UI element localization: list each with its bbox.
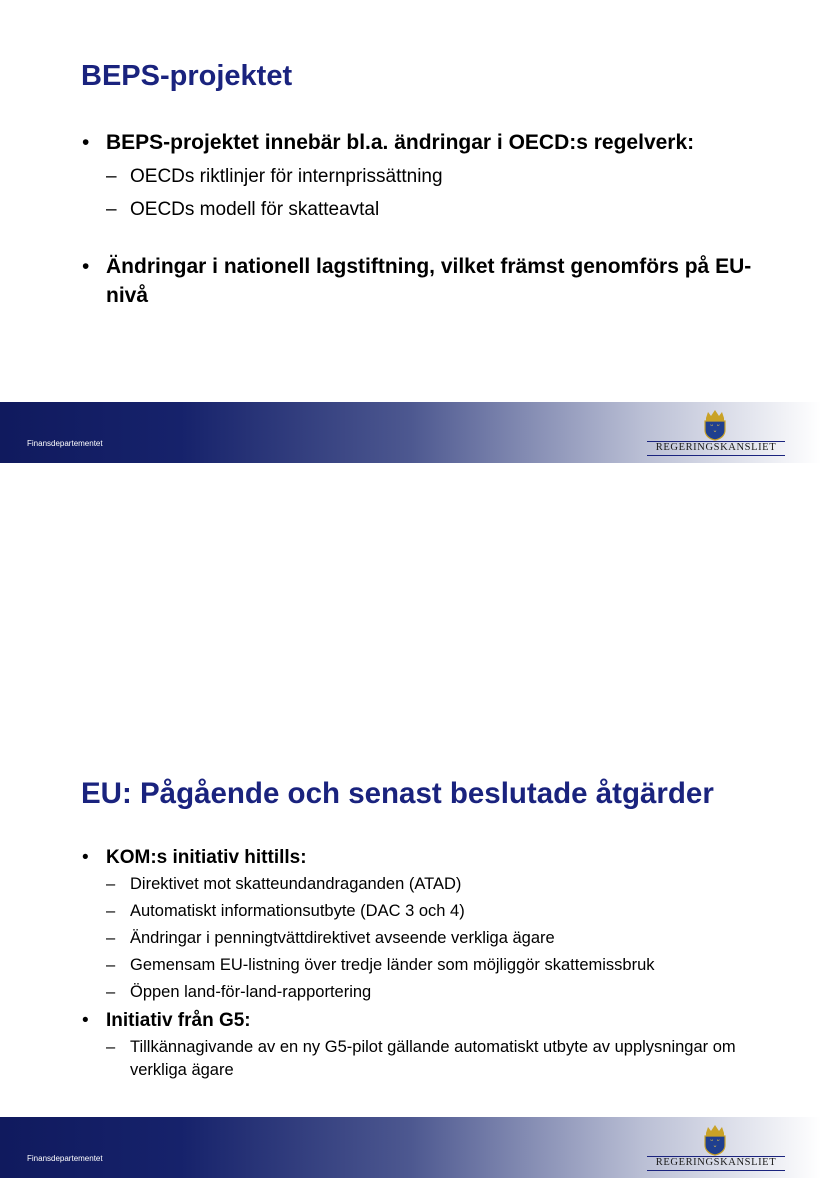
slide-body: [80, 845, 781, 1082]
dash-icon: –: [106, 983, 116, 1001]
sub-list-item: [106, 1036, 781, 1082]
sub-item-text: Öppen land-för-land-rapportering: [130, 983, 372, 1001]
regeringskansliet-logo: [645, 1122, 790, 1174]
sub-list-item: [106, 952, 781, 979]
bullet-text: BEPS-projektet innebär bl.a. ändringar i OECD:s regelverk:: [106, 131, 695, 154]
list-item: [80, 128, 781, 226]
sub-item-text: Ändringar i penningtvättdirektivet avseende verkliga ägare: [130, 929, 555, 947]
bullet-text: Ändringar i nationell lagstiftning, vilket främst genomförs på EU-nivå: [106, 255, 752, 307]
sub-list-item: [106, 979, 781, 1006]
bullet-list: [80, 845, 781, 1082]
logo-rule: [647, 455, 785, 456]
sub-list-item: [106, 871, 781, 898]
bullet-icon: •: [82, 255, 90, 278]
bullet-list: [80, 128, 781, 310]
dash-icon: –: [106, 166, 117, 187]
dash-icon: –: [106, 1038, 116, 1056]
bullet-icon: •: [82, 1010, 89, 1031]
footer-bar: [0, 1117, 821, 1178]
sub-list-item: [106, 160, 781, 193]
dash-icon: –: [106, 929, 116, 947]
sub-list: [106, 871, 781, 1006]
sub-item-text: Tillkännagivande av en ny G5-pilot gällande automatiskt utbyte av upplysningar om verkliga ägare: [130, 1038, 736, 1079]
crown-emblem-icon: [701, 1124, 729, 1156]
sub-item-text: Gemensam EU-listning över tredje länder som möjliggör skattemissbruk: [130, 956, 655, 974]
slide-eu-measures: [0, 715, 821, 1177]
slide-title: EU: Pågående och senast beslutade åtgärder: [81, 777, 714, 810]
dash-icon: –: [106, 875, 116, 893]
slide-body: [80, 128, 781, 310]
sub-list-item: [106, 898, 781, 925]
sub-item-text: OECDs riktlinjer för internprissättning: [130, 166, 443, 187]
sub-item-text: Automatiskt informationsutbyte (DAC 3 och 4): [130, 902, 465, 920]
sub-item-text: OECDs modell för skatteavtal: [130, 199, 380, 220]
bullet-text: KOM:s initiativ hittills:: [106, 847, 307, 868]
crown-emblem-icon: [701, 409, 729, 441]
list-item: [80, 252, 781, 310]
dash-icon: –: [106, 956, 116, 974]
logo-text: REGERINGSKANSLIET: [655, 1157, 777, 1168]
bullet-icon: •: [82, 131, 90, 154]
dash-icon: –: [106, 902, 116, 920]
sub-item-text: Direktivet mot skatteundandraganden (ATAD): [130, 875, 462, 893]
sub-list-item: [106, 193, 781, 226]
slide-title: BEPS-projektet: [81, 60, 293, 92]
footer-bar: [0, 402, 821, 463]
logo-rule: [647, 1170, 785, 1171]
logo-text: REGERINGSKANSLIET: [655, 442, 777, 453]
footer-department: Finansdepartementet: [27, 439, 103, 448]
bullet-icon: •: [82, 847, 89, 868]
bullet-text: Initiativ från G5:: [106, 1010, 251, 1031]
sub-list: [106, 1036, 781, 1082]
list-item: [80, 1008, 781, 1082]
regeringskansliet-logo: [645, 407, 790, 459]
footer-department: Finansdepartementet: [27, 1154, 103, 1163]
sub-list: [106, 160, 781, 226]
sub-list-item: [106, 925, 781, 952]
dash-icon: –: [106, 199, 117, 220]
slide-beps: [0, 0, 821, 470]
list-item: [80, 845, 781, 1006]
